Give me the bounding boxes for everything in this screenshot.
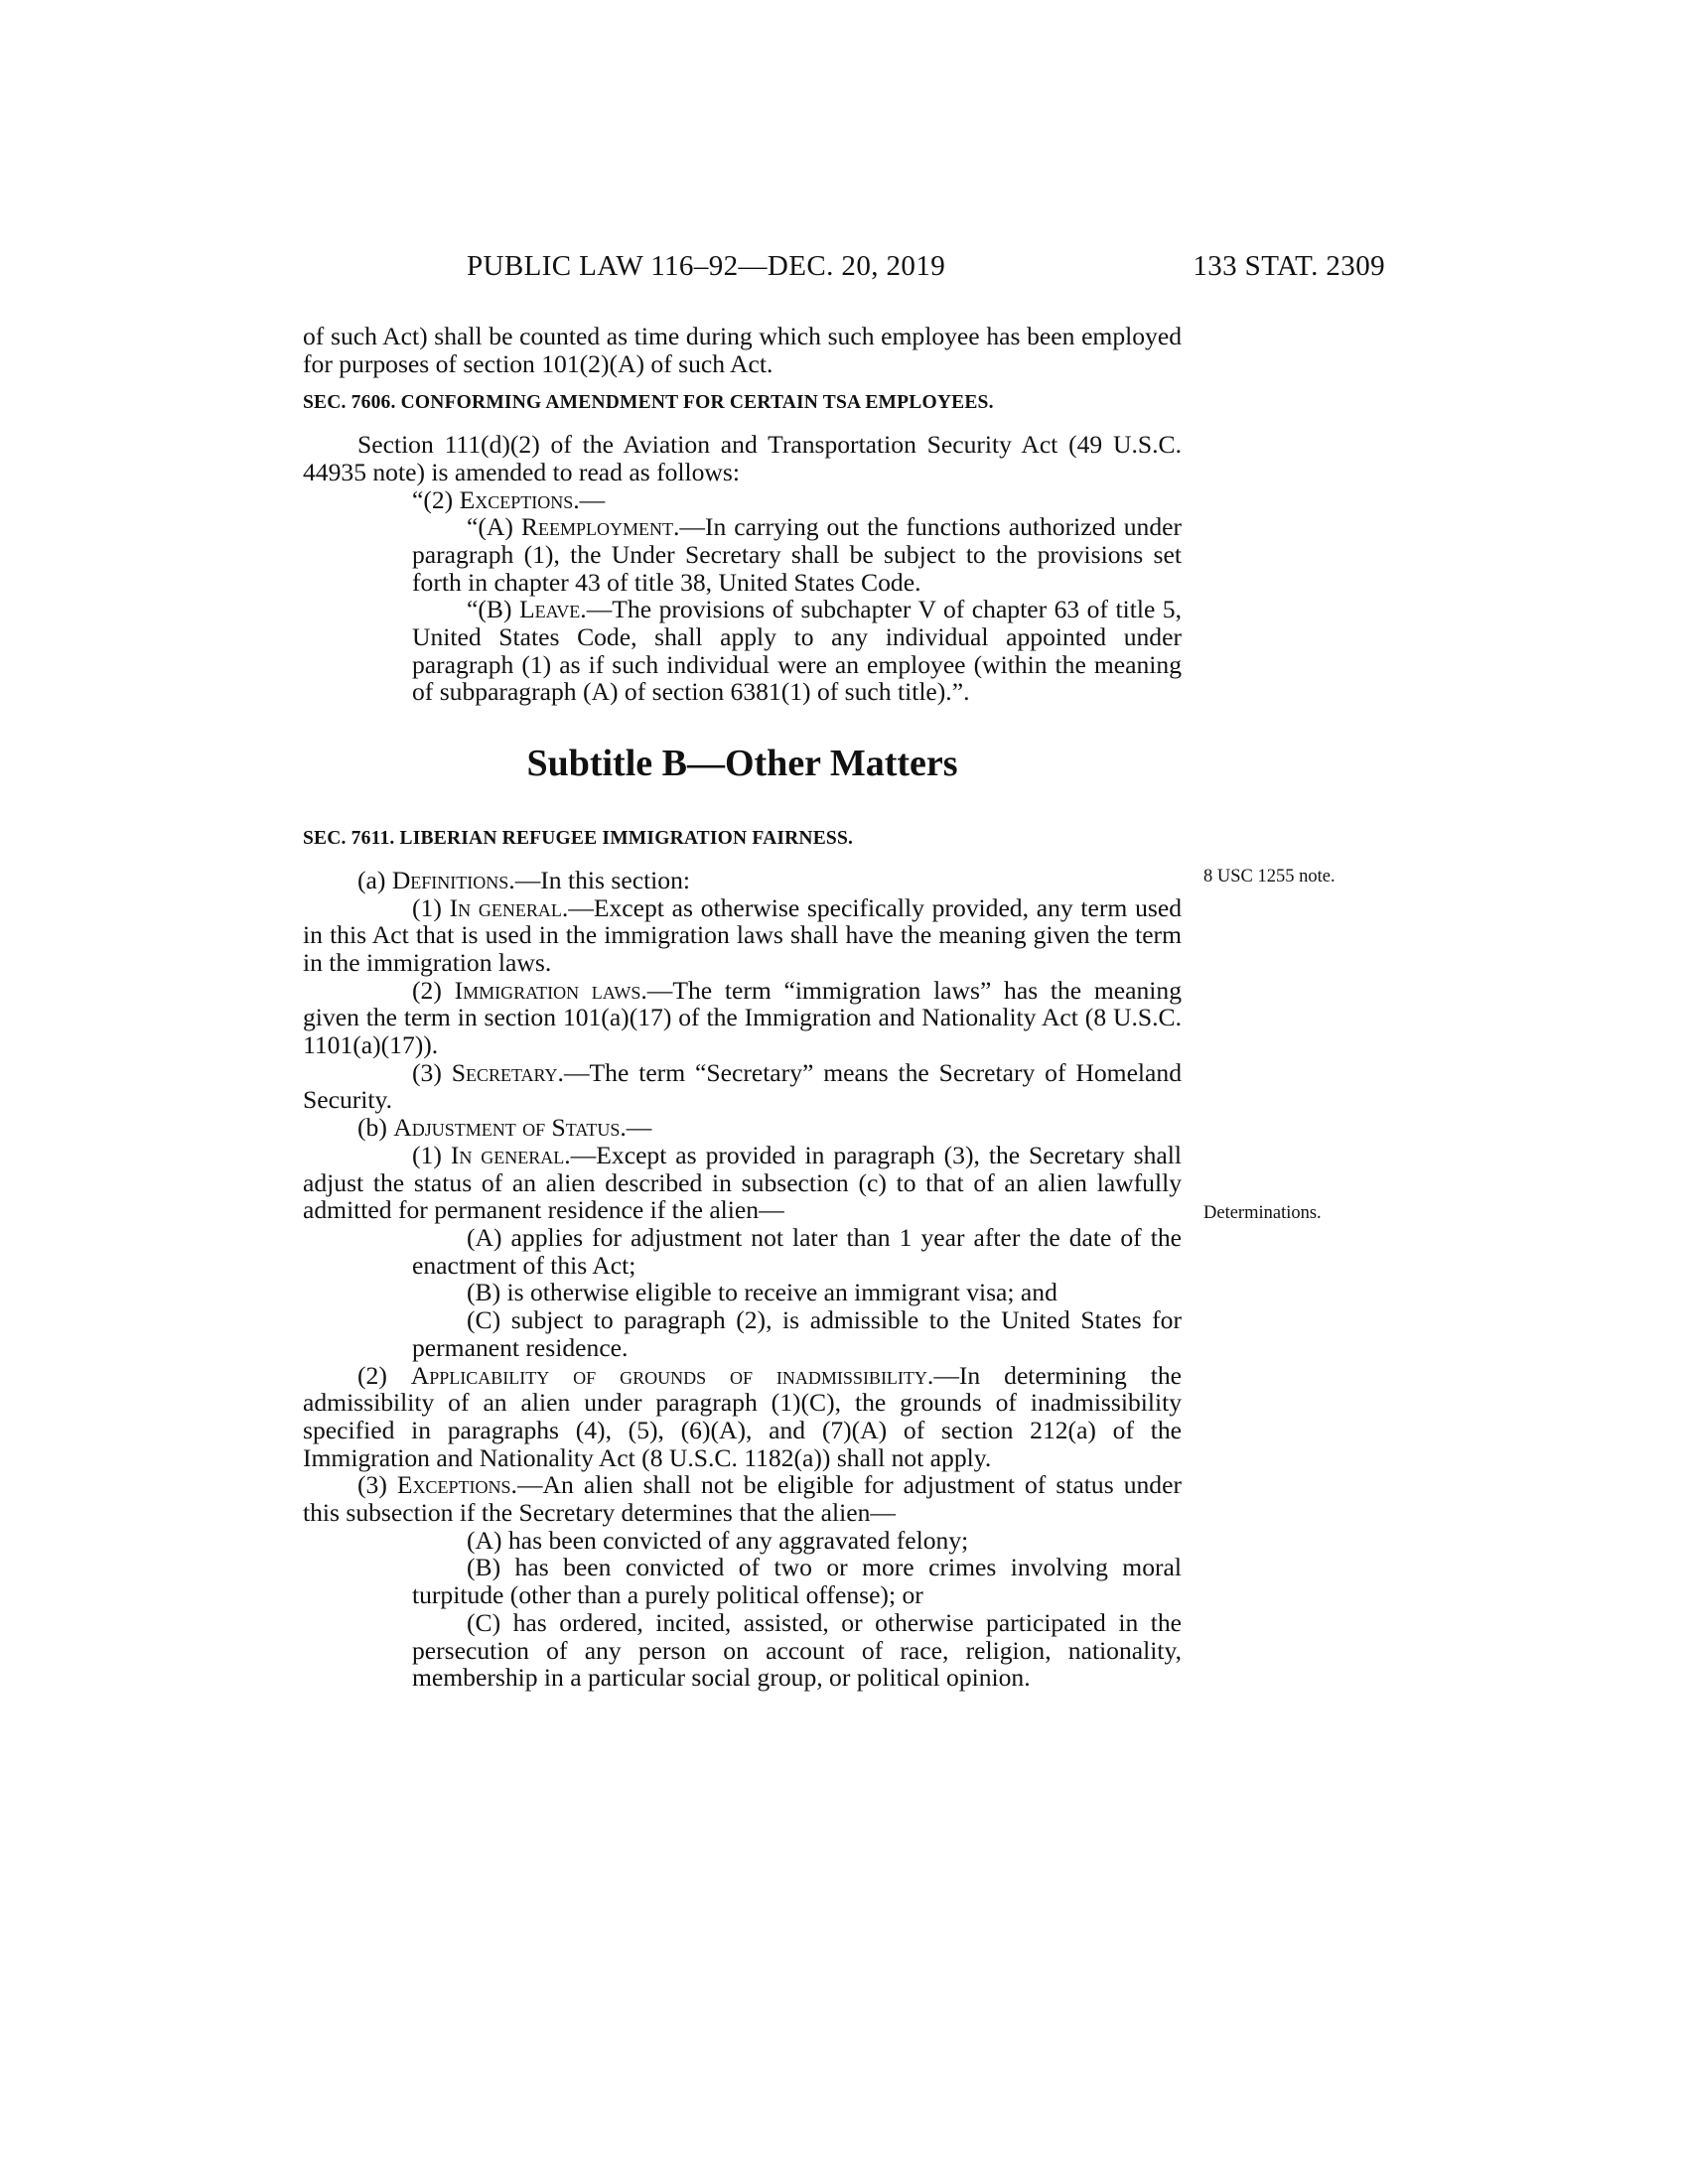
para-heading: Secretary bbox=[451, 1057, 558, 1087]
paragraph-b3 bbox=[303, 1471, 1182, 1526]
para-heading: Exceptions bbox=[396, 1470, 511, 1500]
running-head: PUBLIC LAW 116–92—DEC. 20, 2019 bbox=[467, 250, 946, 282]
para-number: (2) bbox=[357, 1360, 411, 1390]
para-heading: Exceptions bbox=[459, 484, 574, 514]
para-text: .—Except as provided in paragraph (3), the Secretary shall adjust the status of an alien described in subsection (c) to that of an alien lawfully admitted for permanent residence if the alien— bbox=[303, 1140, 1182, 1225]
para-text: .— bbox=[620, 1113, 652, 1143]
subparagraph-b3a: (A) has been convicted of any aggravated felony; bbox=[467, 1525, 969, 1555]
paragraph-b2 bbox=[303, 1362, 1182, 1472]
para-number: “(A) bbox=[467, 512, 521, 542]
para-number: (a) bbox=[357, 865, 392, 894]
para-number: (b) bbox=[357, 1113, 394, 1143]
para-number: (1) bbox=[412, 892, 450, 922]
section-7606-intro: Section 111(d)(2) of the Aviation and Transportation Security Act (49 U.S.C. 44935 note) is amended to read as follows: bbox=[303, 430, 1182, 486]
para-text: .—An alien shall not be eligible for adjustment of status under this subsection if the Secretary determines that the alien— bbox=[303, 1470, 1182, 1528]
para-heading: Definitions bbox=[391, 865, 509, 894]
paragraph-a3 bbox=[303, 1059, 1182, 1114]
para-heading: Applicability of grounds of inadmissibility bbox=[410, 1360, 927, 1390]
paragraph-a2 bbox=[303, 977, 1182, 1059]
para-number: (1) bbox=[412, 1140, 451, 1169]
subparagraph-b3b: (B) has been convicted of two or more crimes involving moral turpitude (other than a purely political offense); or bbox=[412, 1553, 1182, 1610]
stat-page-number: 133 STAT. 2309 bbox=[1193, 250, 1385, 282]
para-heading: Adjustment of Status bbox=[393, 1113, 621, 1143]
document-body bbox=[303, 323, 1182, 1692]
subtitle-heading: Subtitle B—Other Matters bbox=[526, 743, 958, 785]
paragraph-b1 bbox=[303, 1142, 1182, 1224]
para-text: .—In this section: bbox=[508, 865, 690, 894]
subparagraph-b1a: (A) applies for adjustment not later than 1 year after the date of the enactment of this Act; bbox=[412, 1222, 1182, 1280]
para-heading: Reemployment bbox=[520, 512, 673, 542]
subparagraph-b3c: (C) has ordered, incited, assisted, or otherwise participated in the persecution of any person on account of race, religion, nationality, membership in a particular social group, or political opinion. bbox=[412, 1607, 1182, 1693]
para-text: .—The term “Secretary” means the Secretary of Homeland Security. bbox=[303, 1057, 1182, 1115]
carryover-paragraph: of such Act) shall be counted as time during which such employee has been employed for purposes of section 101(2)(A) of such Act. bbox=[303, 322, 1182, 378]
section-7611-heading: SEC. 7611. LIBERIAN REFUGEE IMMIGRATION FAIRNESS. bbox=[303, 828, 854, 850]
para-text: .—In carrying out the functions authorized under paragraph (1), the Under Secretary shall be subject to the provisions set forth in chapter 43 of title 38, United States Code. bbox=[412, 512, 1182, 597]
subsection-b bbox=[303, 1114, 1182, 1142]
para-text: .—In determining the admissibility of an alien under paragraph (1)(C), the grounds of inadmissibility specified in paragraphs (4), (5), (6)(A), and (7)(A) of section 212(a) of the Immigration and Nationality Act (8 U.S.C. 1182(a)) shall not apply. bbox=[303, 1360, 1182, 1472]
para-heading: In general bbox=[449, 892, 562, 922]
subsection-a bbox=[303, 867, 1182, 894]
exceptions-paragraph bbox=[303, 486, 1182, 514]
para-text: .— bbox=[573, 484, 606, 514]
subparagraph-b1c: (C) subject to paragraph (2), is admissible to the United States for permanent residence. bbox=[412, 1305, 1182, 1362]
subparagraph-b1b: (B) is otherwise eligible to receive an immigrant visa; and bbox=[467, 1278, 1057, 1307]
para-number: “(B) bbox=[467, 595, 519, 624]
para-text: .—The term “immigration laws” has the meaning given the term in section 101(a)(17) of the Immigration and Nationality Act (8 U.S.C. 1101(a)(17)). bbox=[303, 975, 1182, 1060]
para-heading: Immigration laws bbox=[454, 975, 641, 1005]
para-number: (3) bbox=[412, 1057, 452, 1087]
para-heading: Leave bbox=[518, 595, 581, 624]
margin-note-determinations: Determinations. bbox=[1203, 1203, 1322, 1223]
paragraph-a1 bbox=[303, 894, 1182, 977]
para-number: (3) bbox=[357, 1470, 397, 1500]
leave-subparagraph bbox=[303, 596, 1182, 706]
para-text: .—Except as otherwise specifically provided, any term used in this Act that is used in the immigration laws shall have the meaning given the term in the immigration laws. bbox=[303, 892, 1182, 977]
para-heading: In general bbox=[450, 1140, 565, 1169]
reemployment-subparagraph bbox=[303, 513, 1182, 596]
margin-note-usc: 8 USC 1255 note. bbox=[1203, 867, 1336, 887]
para-number: (2) bbox=[412, 975, 455, 1005]
para-number: “(2) bbox=[412, 484, 460, 514]
page-header bbox=[467, 250, 1385, 290]
section-7606-heading: SEC. 7606. CONFORMING AMENDMENT FOR CERTAIN TSA EMPLOYEES. bbox=[303, 392, 994, 414]
para-text: .—The provisions of subchapter V of chapter 63 of title 5, United States Code, shall apply to any individual appointed under paragraph (1) as if such individual were an employee (within the meaning of subparagraph (A) of section 6381(1) of such title).”. bbox=[412, 595, 1182, 707]
